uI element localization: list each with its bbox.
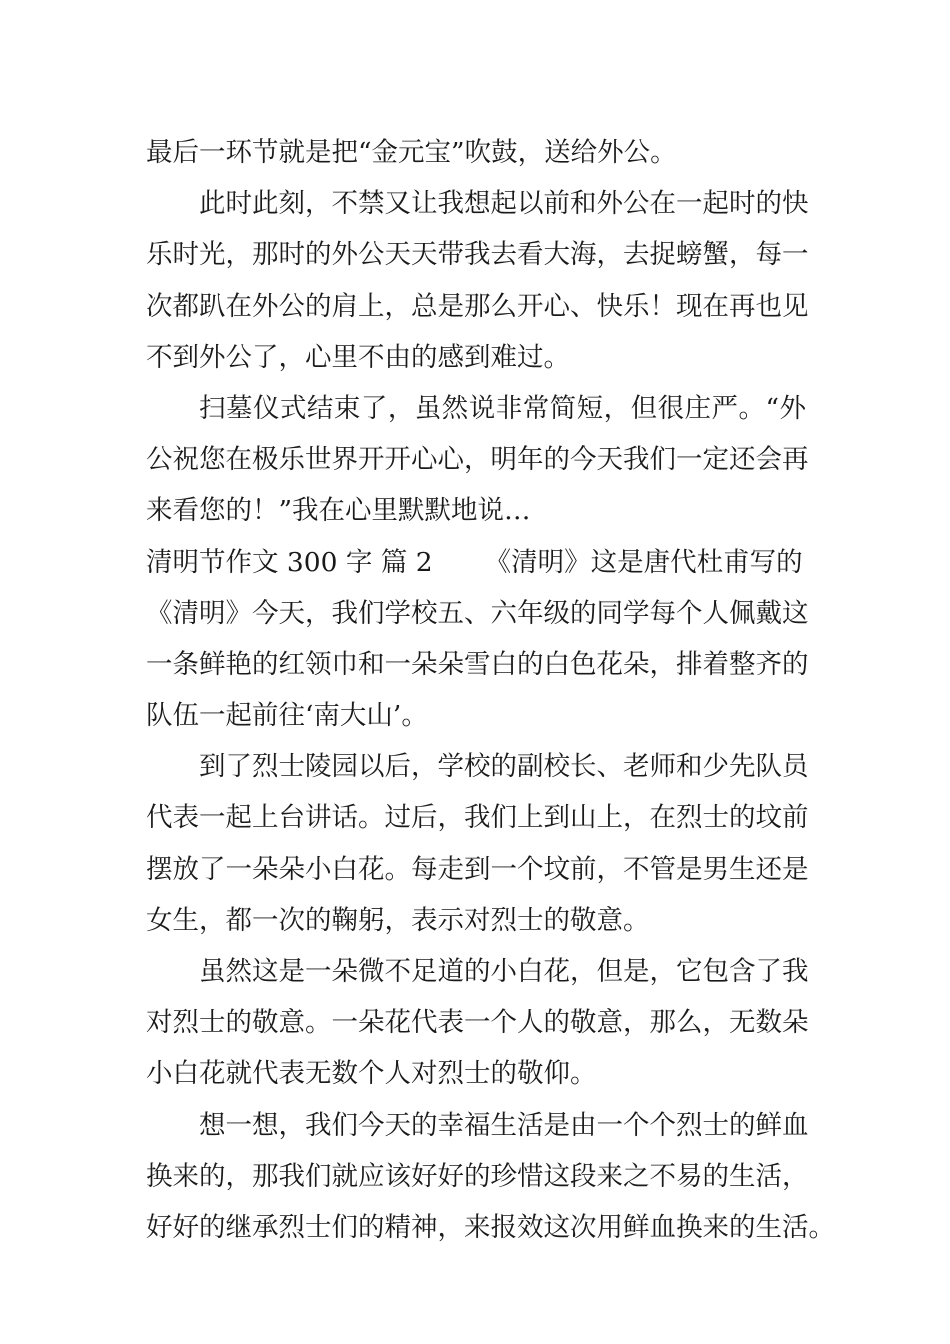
text-line: 好好的继承烈士们的精神，来报效这次用鲜血换来的生活。 [146, 1211, 835, 1243]
text-line: 代表一起上台讲话。过后，我们上到山上，在烈士的坟前 [146, 802, 809, 834]
text-line: 对烈士的敬意。一朵花代表一个人的敬意，那么，无数朵 [146, 1007, 809, 1039]
paragraph [146, 741, 809, 946]
text-line: 乐时光，那时的外公天天带我去看大海，去捉螃蟹，每一 [146, 239, 809, 271]
text-line: 小白花就代表无数个人对烈士的敬仰。 [146, 1058, 597, 1090]
text-line: 《清明》这是唐代杜甫写的 [484, 546, 803, 578]
text-line: 来看您的！”我在心里默默地说… [146, 495, 531, 527]
paragraph [146, 537, 809, 742]
text-line: 摆放了一朵朵小白花。每走到一个坟前，不管是男生还是 [146, 853, 809, 885]
text-line: 想一想，我们今天的幸福生活是由一个个烈士的鲜血 [199, 1109, 809, 1141]
text-line: 扫墓仪式结束了，虽然说非常简短，但很庄严。“外 [199, 392, 806, 424]
paragraph [146, 946, 809, 1100]
text-line: 女生，都一次的鞠躬，表示对烈士的敬意。 [146, 904, 650, 936]
text-line: 《清明》今天，我们学校五、六年级的同学每个人佩戴这 [146, 597, 809, 629]
text-line: 队伍一起前往‘南大山’。 [146, 700, 428, 732]
text-line: 不到外公了，心里不由的感到难过。 [146, 341, 570, 373]
text-line: 最后一环节就是把“金元宝”吹鼓，送给外公。 [146, 137, 677, 168]
text-line: 到了烈士陵园以后，学校的副校长、老师和少先队员 [199, 751, 809, 783]
section-heading: 清明节作文 300 字 篇 2 [146, 546, 433, 578]
text-line: 一条鲜艳的红领巾和一朵朵雪白的白色花朵，排着整齐的 [146, 648, 809, 680]
text-line: 虽然这是一朵微不足道的小白花，但是，它包含了我 [199, 956, 809, 987]
paragraph [146, 178, 809, 383]
document-body [146, 127, 835, 1253]
text-line: 次都趴在外公的肩上，总是那么开心、快乐！现在再也见 [146, 290, 809, 322]
text-line: 此时此刻，不禁又让我想起以前和外公在一起时的快 [199, 188, 809, 220]
text-line: 换来的，那我们就应该好好的珍惜这段来之不易的生活， [146, 1160, 809, 1192]
paragraph [146, 383, 809, 537]
paragraph [146, 1100, 835, 1254]
paragraph [146, 127, 806, 178]
section-heading-line [146, 537, 806, 588]
text-line: 公祝您在极乐世界开开心心，明年的今天我们一定还会再 [146, 444, 809, 476]
